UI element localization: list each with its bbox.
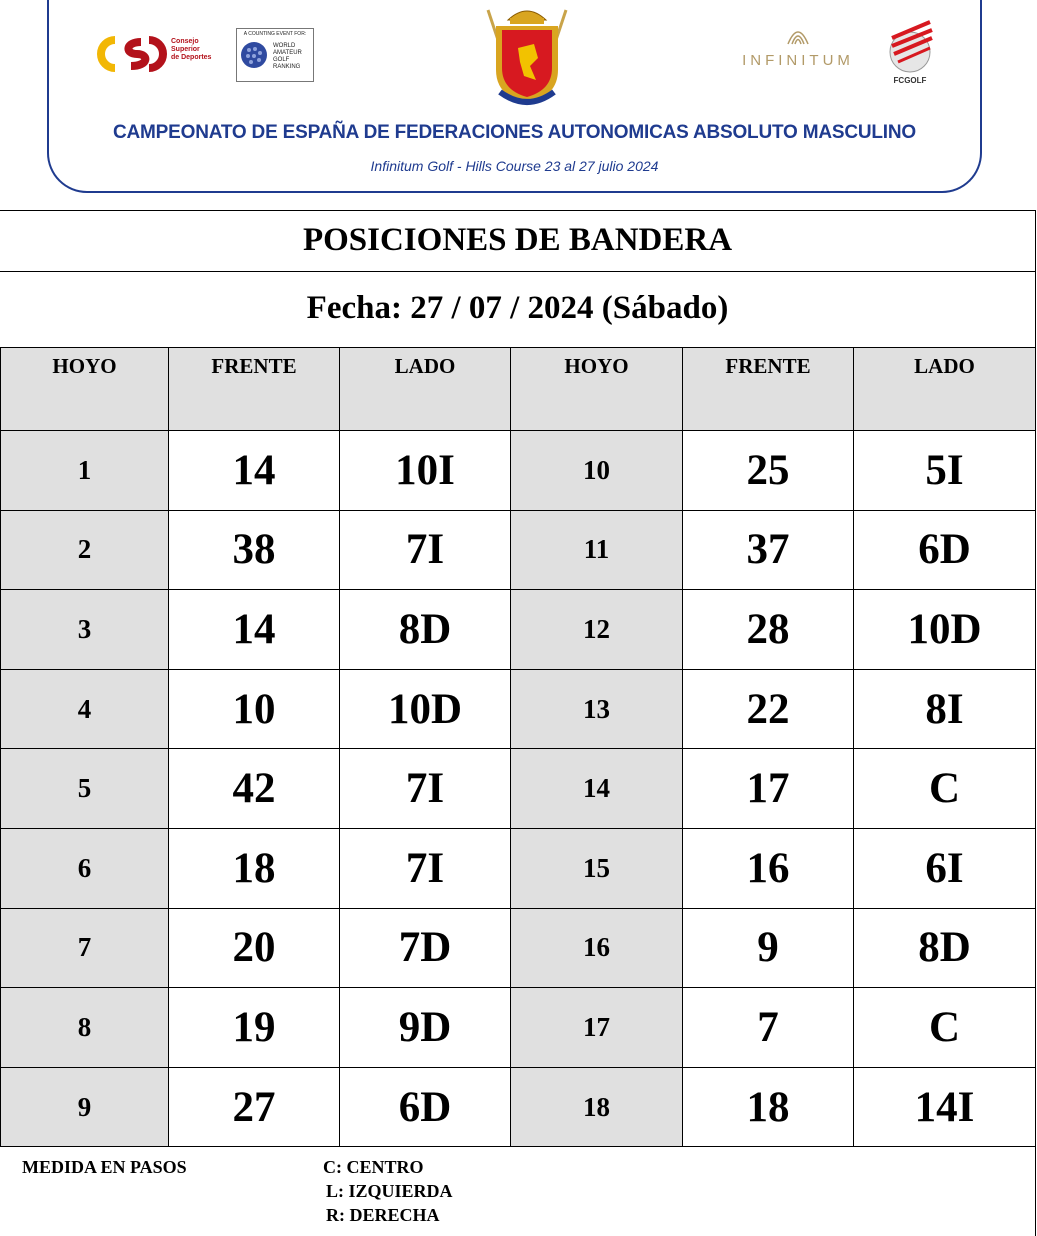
hole-cell: 7 <box>1 908 169 988</box>
hole-cell: 2 <box>1 510 169 590</box>
side-cell: C <box>854 749 1036 829</box>
front-cell: 38 <box>169 510 340 590</box>
wagr-logo-text: WORLD AMATEUR GOLF RANKING <box>273 43 302 70</box>
side-cell: 6D <box>854 510 1036 590</box>
fcgolf-ball-icon <box>884 18 936 76</box>
column-header-hoyo: HOYO <box>1 348 169 431</box>
side-cell: 10D <box>854 590 1036 670</box>
hole-cell: 3 <box>1 590 169 670</box>
table-header-row <box>1 348 1036 431</box>
hole-cell: 15 <box>511 828 683 908</box>
side-cell: 8I <box>854 669 1036 749</box>
legend-item-izquierda: L: IZQUIERDA <box>326 1181 453 1201</box>
hole-cell: 4 <box>1 669 169 749</box>
front-cell: 7 <box>683 988 854 1068</box>
column-header-hoyo: HOYO <box>511 348 683 431</box>
fcgolf-logo-text: FCGOLF <box>893 76 927 85</box>
front-cell: 17 <box>683 749 854 829</box>
front-cell: 19 <box>169 988 340 1068</box>
hole-cell: 9 <box>1 1067 169 1147</box>
csd-logo-text: Consejo Superior de Deportes <box>171 38 212 61</box>
legend-item-derecha: R: DERECHA <box>326 1205 440 1225</box>
measure-note: MEDIDA EN PASOS <box>22 1157 187 1177</box>
hole-cell: 13 <box>511 669 683 749</box>
hole-cell: 11 <box>511 510 683 590</box>
hole-cell: 1 <box>1 431 169 511</box>
date-line: Fecha: 27 / 07 / 2024 (Sábado) <box>306 290 729 326</box>
table-row <box>1 590 1036 670</box>
front-cell: 37 <box>683 510 854 590</box>
table-row <box>1 908 1036 988</box>
infinitum-symbol-icon <box>785 24 811 46</box>
front-cell: 18 <box>683 1067 854 1147</box>
table-row <box>1 669 1036 749</box>
hole-cell: 10 <box>511 431 683 511</box>
table-row <box>1 431 1036 511</box>
rfeg-crest-icon <box>478 0 576 112</box>
divider <box>0 210 1036 211</box>
side-cell: 6I <box>854 828 1036 908</box>
championship-title: CAMPEONATO DE ESPAÑA DE FEDERACIONES AUTONOMICAS ABSOLUTO MASCULINO <box>113 122 916 143</box>
side-cell: 7D <box>340 908 511 988</box>
side-cell: 7I <box>340 510 511 590</box>
table-row <box>1 510 1036 590</box>
front-cell: 10 <box>169 669 340 749</box>
legend-item-centro: C: CENTRO <box>323 1157 424 1177</box>
front-cell: 42 <box>169 749 340 829</box>
column-header-lado: LADO <box>340 348 511 431</box>
side-cell: 14I <box>854 1067 1036 1147</box>
front-cell: 28 <box>683 590 854 670</box>
front-cell: 9 <box>683 908 854 988</box>
wagr-logo-top-text: A COUNTING EVENT FOR: <box>243 31 307 37</box>
side-cell: 5I <box>854 431 1036 511</box>
front-cell: 14 <box>169 590 340 670</box>
hole-cell: 5 <box>1 749 169 829</box>
hole-cell: 8 <box>1 988 169 1068</box>
page-title: POSICIONES DE BANDERA <box>302 222 733 258</box>
csd-mark-icon <box>97 36 167 72</box>
table-row <box>1 828 1036 908</box>
flag-positions-table <box>0 347 1036 1147</box>
hole-cell: 6 <box>1 828 169 908</box>
hole-cell: 12 <box>511 590 683 670</box>
divider <box>0 271 1036 272</box>
side-cell: 7I <box>340 749 511 829</box>
csd-logo <box>97 34 217 76</box>
golf-ball-icon <box>240 41 268 69</box>
front-cell: 16 <box>683 828 854 908</box>
hole-cell: 14 <box>511 749 683 829</box>
infinitum-logo-text: INFINITUM <box>742 52 854 69</box>
table-row <box>1 749 1036 829</box>
side-cell: C <box>854 988 1036 1068</box>
column-header-lado: LADO <box>854 348 1036 431</box>
side-key-legend <box>323 1155 453 1227</box>
column-header-frente: FRENTE <box>169 348 340 431</box>
side-cell: 7I <box>340 828 511 908</box>
side-cell: 8D <box>854 908 1036 988</box>
front-cell: 18 <box>169 828 340 908</box>
table-row <box>1 1067 1036 1147</box>
infinitum-logo <box>735 24 861 74</box>
wagr-logo <box>236 28 314 82</box>
table-row <box>1 988 1036 1068</box>
side-cell: 9D <box>340 988 511 1068</box>
championship-venue: Infinitum Golf - Hills Course 23 al 27 julio 2024 <box>370 158 659 174</box>
front-cell: 25 <box>683 431 854 511</box>
front-cell: 27 <box>169 1067 340 1147</box>
front-cell: 14 <box>169 431 340 511</box>
hole-cell: 18 <box>511 1067 683 1147</box>
side-cell: 10I <box>340 431 511 511</box>
front-cell: 22 <box>683 669 854 749</box>
hole-cell: 16 <box>511 908 683 988</box>
fcgolf-logo <box>884 18 936 90</box>
front-cell: 20 <box>169 908 340 988</box>
column-header-frente: FRENTE <box>683 348 854 431</box>
side-cell: 8D <box>340 590 511 670</box>
side-cell: 10D <box>340 669 511 749</box>
hole-cell: 17 <box>511 988 683 1068</box>
side-cell: 6D <box>340 1067 511 1147</box>
